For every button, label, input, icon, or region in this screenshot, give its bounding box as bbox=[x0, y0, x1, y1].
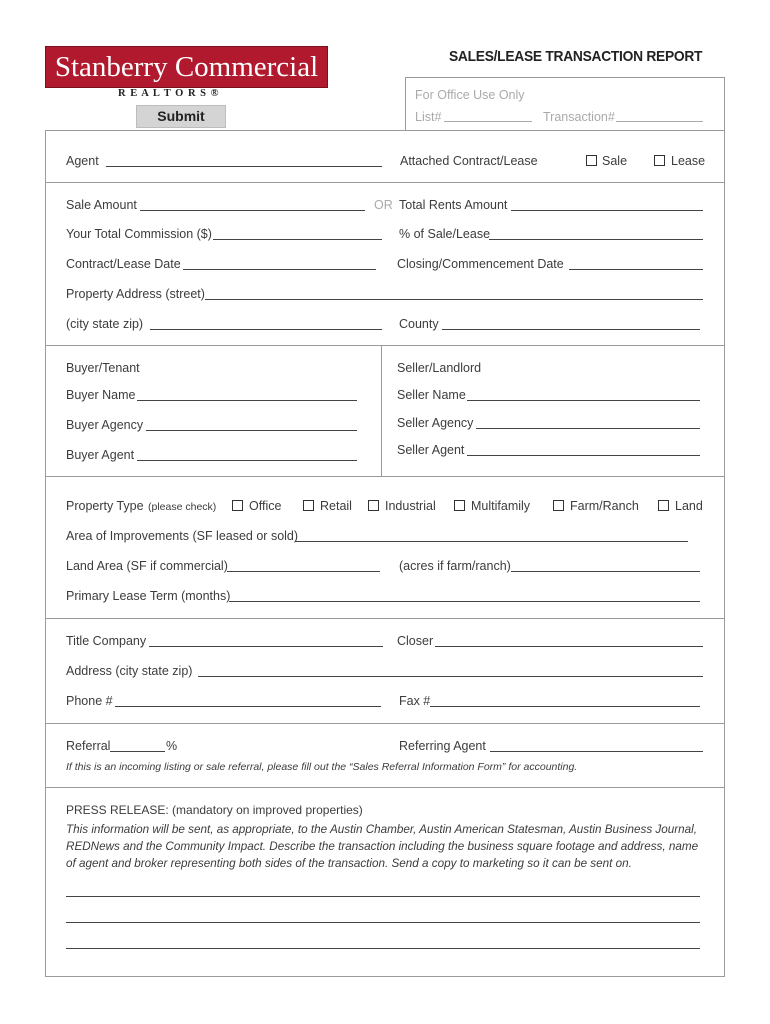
acres-field[interactable] bbox=[511, 571, 700, 572]
agent-field[interactable] bbox=[106, 166, 382, 167]
commission-label: Your Total Commission ($) bbox=[66, 227, 212, 241]
percent-sign: % bbox=[166, 739, 178, 753]
seller-name-field[interactable] bbox=[467, 400, 700, 401]
referral-percent-field[interactable] bbox=[110, 751, 165, 752]
fax-field[interactable] bbox=[430, 706, 700, 707]
title-company-field[interactable] bbox=[149, 646, 383, 647]
contract-date-field[interactable] bbox=[183, 269, 376, 270]
buyer-agent-field[interactable] bbox=[137, 460, 357, 461]
sale-amount-label: Sale Amount bbox=[66, 198, 137, 212]
brand-subtitle: R E A L T O R S ® bbox=[118, 88, 220, 99]
press-release-line: This information will be sent, as appropriate, to the Austin Chamber, Austin American Statesman, Austin Business Journal, bbox=[66, 823, 697, 836]
title-company-label: Title Company bbox=[66, 634, 147, 648]
seller-agency-field[interactable] bbox=[476, 428, 700, 429]
press-release-field[interactable] bbox=[66, 896, 700, 897]
seller-name-label: Seller Name bbox=[397, 388, 466, 402]
divider bbox=[45, 345, 725, 346]
lease-checkbox[interactable] bbox=[654, 155, 665, 166]
please-check-label: (please check) bbox=[148, 501, 217, 513]
divider bbox=[45, 476, 725, 477]
multifamily-checkbox[interactable] bbox=[454, 500, 465, 511]
closer-field[interactable] bbox=[435, 646, 703, 647]
industrial-checkbox[interactable] bbox=[368, 500, 379, 511]
brand-logo bbox=[45, 46, 328, 88]
divider bbox=[45, 182, 725, 183]
seller-heading: Seller/Landlord bbox=[397, 361, 482, 375]
referral-label: Referral bbox=[66, 739, 111, 753]
multifamily-type-label: Multifamily bbox=[471, 499, 531, 513]
total-rents-label: Total Rents Amount bbox=[399, 198, 508, 212]
seller-agency-label: Seller Agency bbox=[397, 416, 474, 430]
buyer-agent-label: Buyer Agent bbox=[66, 448, 135, 462]
seller-agent-field[interactable] bbox=[467, 455, 700, 456]
divider bbox=[45, 723, 725, 724]
county-field[interactable] bbox=[442, 329, 700, 330]
lease-term-field[interactable] bbox=[229, 601, 700, 602]
lease-label: Lease bbox=[671, 154, 706, 168]
press-release-heading: PRESS RELEASE: (mandatory on improved properties) bbox=[66, 803, 363, 817]
commission-field[interactable] bbox=[213, 239, 382, 240]
property-address-field[interactable] bbox=[205, 299, 703, 300]
land-checkbox[interactable] bbox=[658, 500, 669, 511]
contract-date-label: Contract/Lease Date bbox=[66, 257, 181, 271]
column-divider bbox=[381, 345, 382, 476]
buyer-name-field[interactable] bbox=[137, 400, 357, 401]
report-title: SALES/LEASE TRANSACTION REPORT bbox=[449, 48, 703, 65]
sale-amount-field[interactable] bbox=[140, 210, 365, 211]
percent-sale-lease-field[interactable] bbox=[489, 239, 703, 240]
buyer-agency-label: Buyer Agency bbox=[66, 418, 144, 432]
farm-ranch-checkbox[interactable] bbox=[553, 500, 564, 511]
sale-label: Sale bbox=[602, 154, 628, 168]
improvements-label: Area of Improvements (SF leased or sold) bbox=[66, 529, 299, 543]
farm-ranch-type-label: Farm/Ranch bbox=[570, 499, 639, 513]
buyer-agency-field[interactable] bbox=[146, 430, 357, 431]
brand-name: Stanberry Commercial bbox=[54, 51, 319, 83]
referring-agent-label: Referring Agent bbox=[399, 739, 486, 753]
title-address-label: Address (city state zip) bbox=[66, 664, 193, 678]
buyer-name-label: Buyer Name bbox=[66, 388, 136, 402]
acres-label: (acres if farm/ranch) bbox=[399, 559, 511, 573]
office-use-label: For Office Use Only bbox=[415, 88, 525, 102]
list-number-label: List# bbox=[415, 110, 442, 124]
office-checkbox[interactable] bbox=[232, 500, 243, 511]
press-release-line: of agent and broker representing both sides of the transaction. Send a copy to marketing so it can be sent on. bbox=[66, 857, 632, 870]
lease-term-label: Primary Lease Term (months) bbox=[66, 589, 231, 603]
phone-field[interactable] bbox=[115, 706, 381, 707]
press-release-field[interactable] bbox=[66, 948, 700, 949]
percent-sale-lease-label: % of Sale/Lease bbox=[399, 227, 491, 241]
industrial-type-label: Industrial bbox=[385, 499, 436, 513]
improvements-field[interactable] bbox=[295, 541, 688, 542]
retail-type-label: Retail bbox=[320, 499, 352, 513]
city-state-zip-label: (city state zip) bbox=[66, 317, 144, 331]
seller-agent-label: Seller Agent bbox=[397, 443, 465, 457]
city-state-zip-field[interactable] bbox=[150, 329, 382, 330]
referring-agent-field[interactable] bbox=[490, 751, 703, 752]
divider bbox=[45, 787, 725, 788]
transaction-number-label: Transaction# bbox=[543, 110, 615, 124]
land-area-field[interactable] bbox=[227, 571, 380, 572]
list-number-field[interactable] bbox=[444, 121, 532, 122]
submit-button[interactable]: Submit bbox=[136, 105, 226, 128]
property-address-label: Property Address (street) bbox=[66, 287, 205, 301]
closer-label: Closer bbox=[397, 634, 434, 648]
property-type-label: Property Type bbox=[66, 499, 144, 513]
retail-checkbox[interactable] bbox=[303, 500, 314, 511]
agent-label: Agent bbox=[66, 154, 99, 168]
county-label: County bbox=[399, 317, 439, 331]
closing-date-field[interactable] bbox=[569, 269, 703, 270]
buyer-heading: Buyer/Tenant bbox=[66, 361, 140, 375]
closing-date-label: Closing/Commencement Date bbox=[397, 257, 564, 271]
land-type-label: Land bbox=[675, 499, 703, 513]
press-release-line: REDNews and the Community Impact. Describe the transaction including the business square footage and address, name bbox=[66, 840, 699, 853]
land-area-label: Land Area (SF if commercial) bbox=[66, 559, 228, 573]
transaction-number-field[interactable] bbox=[616, 121, 703, 122]
sale-checkbox[interactable] bbox=[586, 155, 597, 166]
divider bbox=[45, 618, 725, 619]
press-release-field[interactable] bbox=[66, 922, 700, 923]
attached-contract-label: Attached Contract/Lease bbox=[400, 154, 538, 168]
referral-note: If this is an incoming listing or sale referral, please fill out the “Sales Referral Information Form” for accounting. bbox=[66, 761, 578, 773]
total-rents-field[interactable] bbox=[511, 210, 703, 211]
phone-label: Phone # bbox=[66, 694, 113, 708]
office-type-label: Office bbox=[249, 499, 282, 513]
title-address-field[interactable] bbox=[198, 676, 703, 677]
or-label: OR bbox=[374, 198, 393, 212]
fax-label: Fax # bbox=[399, 694, 431, 708]
